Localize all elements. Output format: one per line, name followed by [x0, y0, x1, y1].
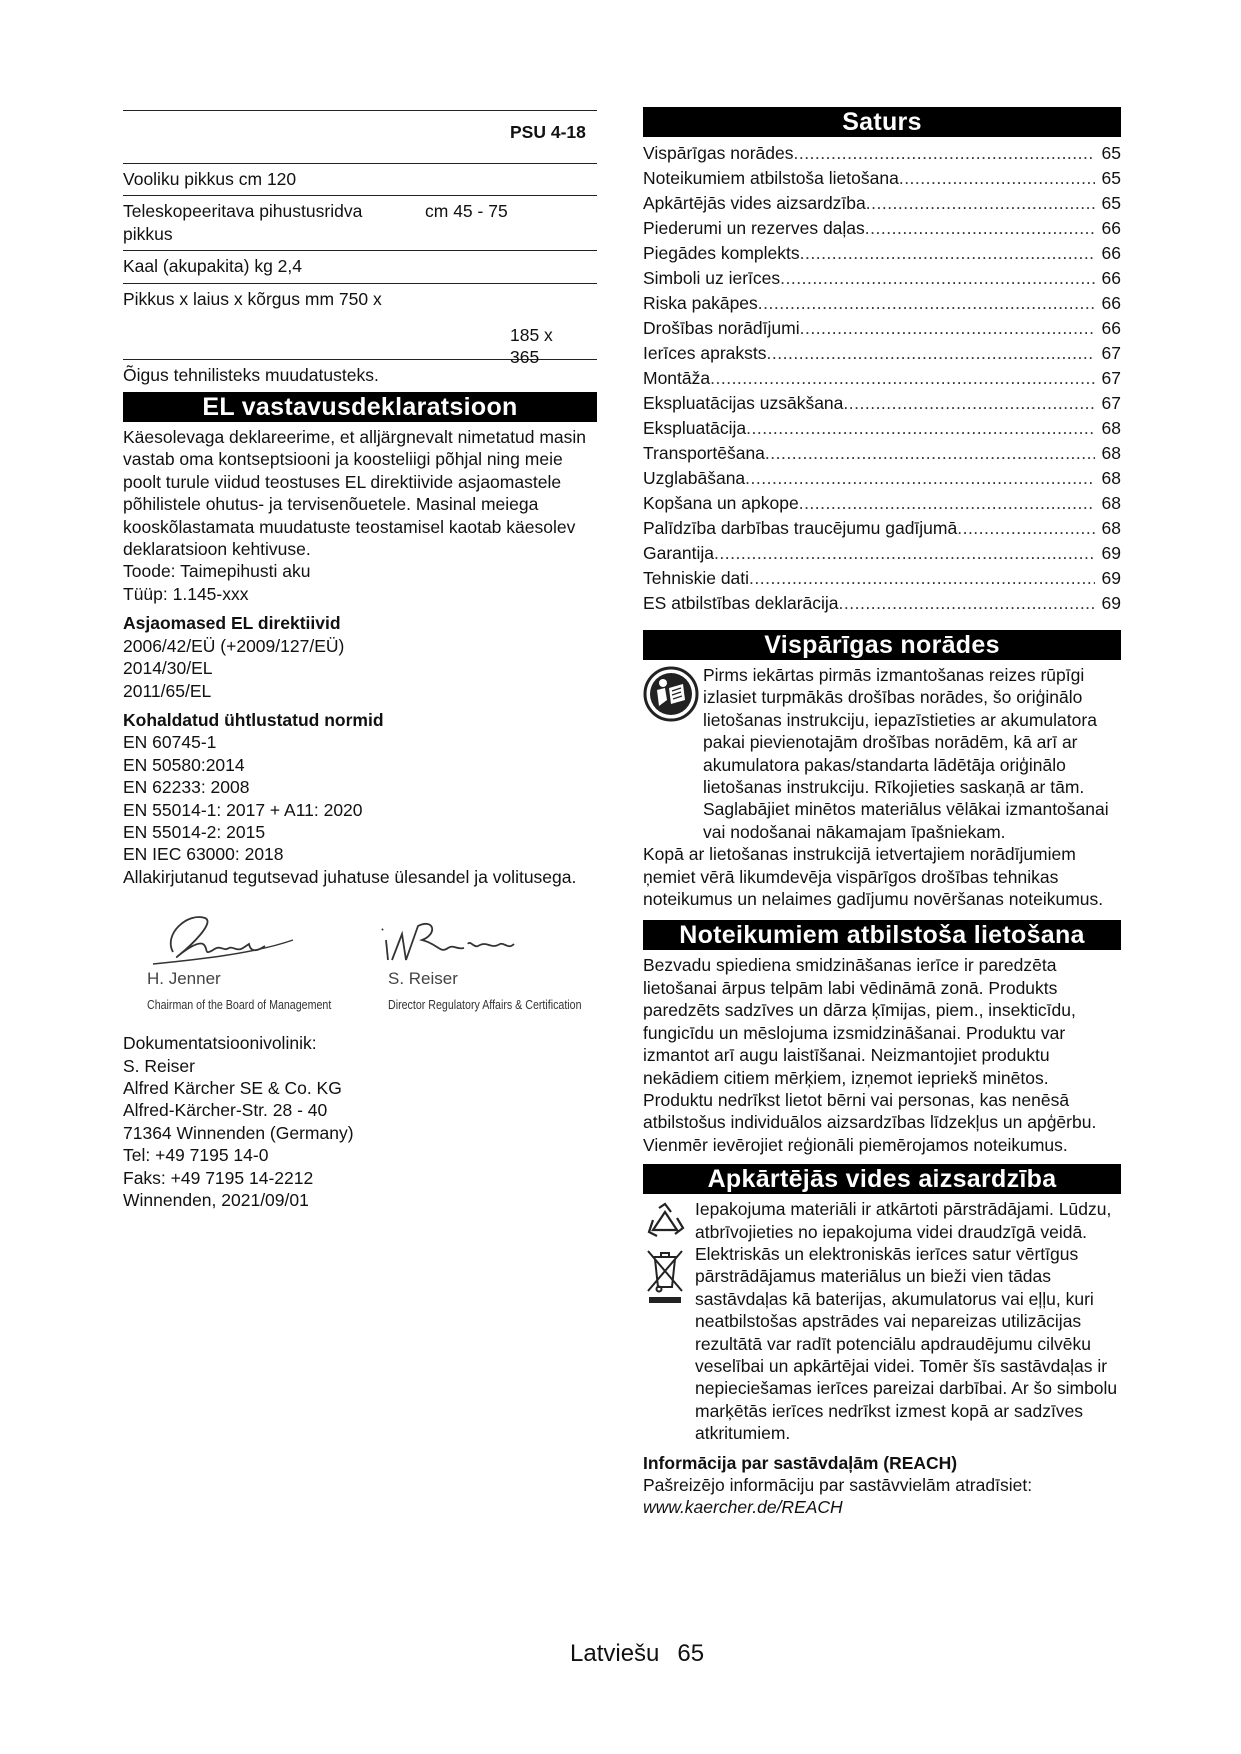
- directive-item: 2006/42/EÜ (+2009/127/EÜ): [123, 635, 345, 656]
- toc-item[interactable]: [643, 316, 1121, 341]
- toc-item[interactable]: [643, 591, 1121, 616]
- contact-line: Dokumentatsioonivolinik:: [123, 1033, 317, 1054]
- reach-title: Informācija par sastāvdaļām (REACH): [643, 1452, 958, 1473]
- contact-line: 71364 Winnenden (Germany): [123, 1122, 354, 1143]
- general-paragraph-2: Kopā ar lietošanas instrukcijā ietvertajiem norādījumiem ņemiet vērā likumdevēja vispārīgos drošības tehnikas noteikumus un nelaimes gadījumu novēršanas noteikumus.: [643, 844, 1104, 910]
- toc-item[interactable]: [643, 366, 1121, 391]
- intended-use-paragraph-2: Vienmēr ievērojiet reģionāli piemērojamos noteikumus.: [643, 1134, 1068, 1155]
- spec-row: [123, 251, 597, 283]
- recycle-icon: [643, 1200, 687, 1244]
- directive-item: 2014/30/EL: [123, 658, 213, 679]
- toc-label: Ekspluatācija: [643, 418, 747, 438]
- toc-item[interactable]: [643, 341, 1121, 366]
- toc-label: Noteikumiem atbilstoša lietošana: [643, 168, 899, 188]
- norm-item: EN IEC 63000: 2018: [123, 844, 284, 865]
- toc-page: 69: [1101, 543, 1121, 563]
- toc-page: 68: [1101, 518, 1121, 538]
- spec-label: Pikkus x laius x kõrgus mm 750 x: [123, 288, 382, 309]
- contact-line: S. Reiser: [123, 1055, 195, 1076]
- spec-label: Teleskopeeritava pihustusridva pikkus: [123, 201, 363, 244]
- toc-label: Simboli uz ierīces: [643, 268, 781, 288]
- signature-jenner-scribble: [133, 904, 303, 974]
- table-of-contents: [643, 141, 1121, 616]
- general-notes: [643, 664, 1121, 910]
- toc-label: Apkārtējās vides aizsardzība: [643, 193, 866, 213]
- toc-page: 69: [1101, 593, 1121, 613]
- norm-item: EN 62233: 2008: [123, 777, 250, 798]
- toc-item[interactable]: [643, 241, 1121, 266]
- spec-row: [123, 284, 597, 368]
- contact-line: Alfred-Kärcher-Str. 28 - 40: [123, 1100, 328, 1121]
- toc-label: Kopšana un apkope: [643, 493, 799, 513]
- environment-title: Apkārtējās vides aizsardzība: [643, 1164, 1121, 1194]
- signatures: [123, 904, 597, 1024]
- intended-use-title: Noteikumiem atbilstoša lietošana: [643, 920, 1121, 950]
- contact-line: Alfred Kärcher SE & Co. KG: [123, 1077, 342, 1098]
- toc-page: 66: [1101, 218, 1121, 238]
- crossed-bin-icon: [643, 1245, 687, 1305]
- toc-label: Riska pakāpes: [643, 293, 758, 313]
- toc-label: ES atbilstības deklarācija: [643, 593, 839, 613]
- toc-item[interactable]: [643, 441, 1121, 466]
- toc-item[interactable]: [643, 291, 1121, 316]
- declaration-type: Tüüp: 1.145-xxx: [123, 583, 249, 604]
- general-paragraph-1: Pirms iekārtas pirmās izmantošanas reizes rūpīgi izlasiet turpmākās drošības norādes, šo oriģinālo lietošanas instrukciju, iepazīstieties ar akumulatora pakai pievienotajām drošības norādēm, kā arī ar akumulatora pakas/standarta lādētāja oriģinālo lietošanas instrukciju. Rīkojieties saskaņā ar tām. Saglabājiet minētos materiālus vēlākai izmantošanai vai nodošanai nākamajam īpašniekam.: [703, 665, 1109, 842]
- declaration-product: Toode: Taimepihusti aku: [123, 561, 311, 582]
- toc-page: 66: [1101, 243, 1121, 263]
- intended-use-paragraph-1: Bezvadu spiediena smidzināšanas ierīce ir paredzēta lietošanai ārpus telpām labi vēdināmā zonā. Produkts paredzēts sadzīves un dārza ķīmijas, piem., insekticīdu, fungicīdu un mēslojuma izsmidzināšanai. Produktu var izmantot arī augu laistīšanai. Neizmantojiet produktu nekādiem citiem mērķiem, izņemot iepriekš minētos. Produktu nedrīkst lietot bērni vai personas, kas nenēsā atbilstošus individuālos aizsardzības līdzekļus un apģērbu.: [643, 955, 1097, 1133]
- toc-page: 65: [1101, 143, 1121, 163]
- toc-page: 67: [1101, 343, 1121, 363]
- toc-title: Saturs: [643, 107, 1121, 137]
- toc-page: 65: [1101, 168, 1121, 188]
- spec-unit: cm 45 - 75: [425, 201, 508, 222]
- environment-packaging: [643, 1198, 1121, 1243]
- spec-label: Kaal (akupakita) kg 2,4: [123, 256, 302, 277]
- spec-table: [123, 110, 597, 368]
- toc-label: Tehniskie dati: [643, 568, 750, 588]
- declaration-title: EL vastavusdeklaratsioon: [123, 392, 597, 422]
- toc-item[interactable]: [643, 466, 1121, 491]
- toc-page: 67: [1101, 393, 1121, 413]
- signed-note: Allakirjutanud tegutsevad juhatuse ülesandel ja volitusega.: [123, 866, 577, 887]
- toc-page: 68: [1101, 443, 1121, 463]
- environment-paragraph-1: Iepakojuma materiāli ir atkārtoti pārstrādājami. Lūdzu, atbrīvojieties no iepakojuma videi draudzīgā veidā.: [695, 1199, 1112, 1242]
- toc-page: 66: [1101, 318, 1121, 338]
- spec-value: 185 x 365: [510, 324, 553, 368]
- toc-page: 67: [1101, 368, 1121, 388]
- toc-item[interactable]: [643, 391, 1121, 416]
- signature-reiser: [378, 904, 608, 1013]
- toc-item[interactable]: [643, 166, 1121, 191]
- spec-header-row: [123, 111, 597, 164]
- toc-item[interactable]: [643, 266, 1121, 291]
- toc-label: Transportēšana: [643, 443, 765, 463]
- toc-page: 69: [1101, 568, 1121, 588]
- toc-page: 68: [1101, 493, 1121, 513]
- toc-item[interactable]: [643, 491, 1121, 516]
- contact-line: Winnenden, 2021/09/01: [123, 1190, 309, 1210]
- footer-page-number: 65: [677, 1640, 705, 1667]
- toc-page: 66: [1101, 268, 1121, 288]
- toc-page: 68: [1101, 468, 1121, 488]
- directives-title: Asjaomased EL direktiivid: [123, 613, 341, 634]
- toc-item[interactable]: [643, 216, 1121, 241]
- norm-item: EN 50580:2014: [123, 754, 245, 775]
- spec-row: [123, 164, 597, 196]
- toc-label: Montāža: [643, 368, 711, 388]
- toc-label: Palīdzība darbības traucējumu gadījumā: [643, 518, 958, 538]
- reach-text: Pašreizējo informāciju par sastāvvielām atradīsiet:: [643, 1475, 1033, 1495]
- reach-link[interactable]: www.kaercher.de/REACH: [643, 1497, 843, 1518]
- toc-item[interactable]: [643, 191, 1121, 216]
- norms-title: Kohaldatud ühtlustatud normid: [123, 709, 384, 730]
- toc-item[interactable]: [643, 566, 1121, 591]
- spec-note: Õigus tehnilisteks muudatusteks.: [123, 364, 379, 385]
- directive-item: 2011/65/EL: [123, 680, 212, 701]
- toc-label: Garantija: [643, 543, 715, 563]
- spec-model: PSU 4-18: [510, 122, 586, 142]
- norm-item: EN 55014-1: 2017 + A11: 2020: [123, 799, 363, 820]
- declaration-intro: Käesolevaga deklareerime, et alljärgnevalt nimetatud masin vastab oma kontseptsiooni ja koosteliigi põhjal ning meie poolt turule viidud teostuses EL direktiivide asjaomastele põhilistele ohutus- ja tervisenõuetele. Masinal meiega kooskõlastamata muudatuste teostamisel kaotab käesolev deklaratsioon kehtivuse.: [123, 427, 587, 560]
- toc-page: 68: [1101, 418, 1121, 438]
- signature-title: Director Regulatory Affairs & Certification: [388, 997, 582, 1013]
- toc-label: Piederumi un rezerves daļas: [643, 218, 865, 238]
- toc-label: Ierīces apraksts: [643, 343, 767, 363]
- toc-item[interactable]: [643, 541, 1121, 566]
- footer-language: Latviešu: [570, 1640, 660, 1667]
- toc-label: Vispārīgas norādes: [643, 143, 794, 163]
- norm-item: EN 60745-1: [123, 732, 217, 753]
- toc-item[interactable]: [643, 416, 1121, 441]
- page-footer: [570, 1640, 704, 1668]
- toc-label: Uzglabāšana: [643, 468, 746, 488]
- signature-name: S. Reiser: [388, 969, 458, 989]
- right-column: [643, 107, 1121, 1519]
- spec-label: Vooliku pikkus cm 120: [123, 169, 297, 189]
- environment-weee: [643, 1243, 1121, 1445]
- signature-title: Chairman of the Board of Management: [147, 997, 332, 1013]
- spec-row: [123, 196, 597, 251]
- left-column: [123, 110, 597, 1211]
- toc-label: Piegādes komplekts: [643, 243, 800, 263]
- environment-paragraph-2: Elektriskās un elektroniskās ierīces satur vērtīgus pārstrādājamus materiālus un bieži vien tādas sastāvdaļas kā baterijas, akumulatorus vai eļļu, kuri neatbilstošas apstrādes vai nepareizas utilizācijas rezultātā var radīt potenciālu apdraudējumu cilvēku veselībai un apkārtējai videi. Tomēr šīs sastāvdaļas ir nepieciešamas ierīces pareizai darbībai. Ar šo simbolu marķētās ierīces nedrīkst izmest kopā ar sadzīves atkritumiem.: [695, 1243, 1118, 1444]
- toc-item[interactable]: [643, 516, 1121, 541]
- contact-line: Faks: +49 7195 14-2212: [123, 1167, 314, 1188]
- signature-jenner: [133, 904, 363, 1013]
- toc-page: 65: [1101, 193, 1121, 213]
- signature-reiser-scribble: [378, 904, 548, 974]
- norm-item: EN 55014-2: 2015: [123, 821, 266, 842]
- toc-page: 66: [1101, 293, 1121, 313]
- general-title: Vispārīgas norādes: [643, 630, 1121, 660]
- read-manual-icon: [643, 666, 699, 722]
- toc-label: Ekspluatācijas uzsākšana: [643, 393, 844, 413]
- signature-name: H. Jenner: [147, 969, 221, 989]
- toc-item[interactable]: [643, 141, 1121, 166]
- contact-line: Tel: +49 7195 14-0: [123, 1145, 269, 1166]
- toc-label: Drošības norādījumi: [643, 318, 800, 338]
